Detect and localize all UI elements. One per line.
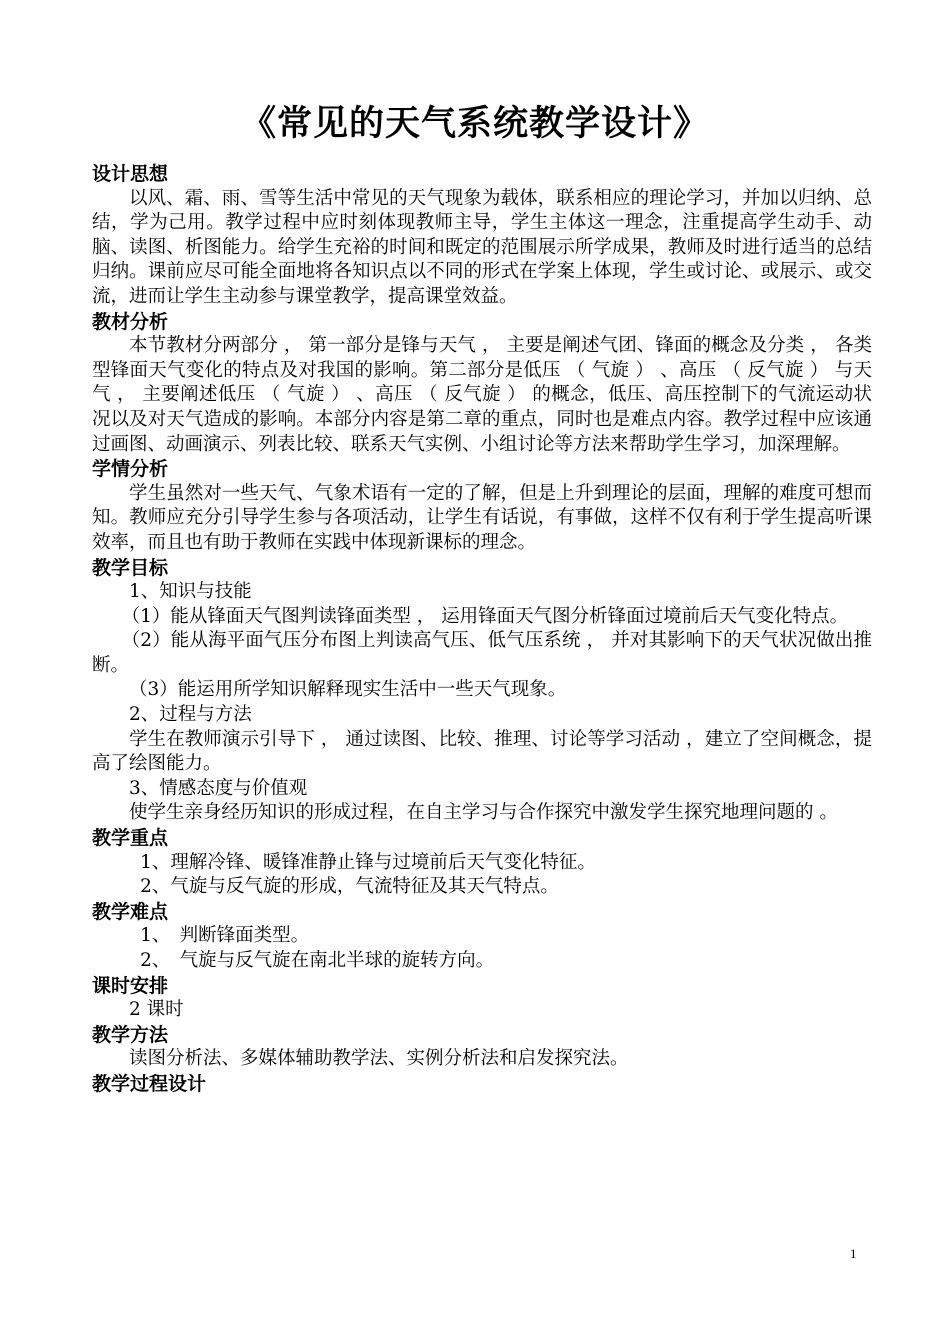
- section-heading-design-idea: 设计思想: [92, 163, 169, 185]
- goals-process-title: 2、过程与方法: [129, 704, 252, 726]
- section-heading-material: 教材分析: [92, 310, 169, 333]
- section-heading-methods: 教学方法: [92, 1023, 169, 1046]
- goals-knowledge-item-2: （2）能从海平面气压分布图上判读高气压、低气压系统 ， 并对其影响下的天气状况做出推断。: [92, 630, 872, 676]
- learners-paragraph: 学生虽然对一些天气、气象术语有一定的了解，但是上升到理论的层面，理解的难度可想而知。教师应充分引导学生参与各项活动，让学生有话说，有事做，这样不仅有利于学生提高听课效率，而且也有助于教师在实践中体现新课标的理念。: [92, 482, 872, 553]
- section-heading-goals: 教学目标: [92, 556, 169, 579]
- material-paragraph: 本节教材分两部分 ， 第一部分是锋与天气 ， 主要是阐述气团、锋面的概念及分类 ， 各类型锋面天气变化的特点及对我国的影响。第二部分是低压 （ 气旋 ） 、高压 （ 反气旋 ） 与天气 ， 主要阐述低压 （ 气旋 ） 、高压 （ 反气旋 ） 的概念，低压、高压控制下的气流运动状况以及对天气造成的影响。本部分内容是第二章的重点，同时也是难点内容。教学过程中应该通过画图、动画演示、列表比较、联系天气实例、小组讨论等方法来帮助学生学习，加深理解。: [92, 335, 872, 455]
- goals-process-paragraph: 学生在教师演示引导下 ， 通过读图、比较、推理、讨论等学习活动 ，建立了空间概念，提高了绘图能力。: [92, 728, 872, 775]
- section-heading-learners: 学情分析: [92, 458, 169, 481]
- section-heading-process: 教学过程设计: [92, 1072, 207, 1095]
- section-heading-key-points: 教学重点: [92, 827, 169, 850]
- page-number: 1: [850, 1246, 857, 1261]
- goals-knowledge-item-1: （1）能从锋面天气图判读锋面类型 ， 运用锋面天气图分析锋面过境前后天气变化特点。: [121, 605, 849, 627]
- goals-knowledge-item-3: （3）能运用所学知识解释现实生活中一些天气现象。: [129, 679, 567, 701]
- goals-knowledge-title: 1、知识与技能: [129, 581, 252, 603]
- difficulty-item-2: 2、 气旋与反气旋在南北半球的旋转方向。: [140, 950, 495, 971]
- goals-emotion-title: 3、情感态度与价值观: [129, 777, 308, 799]
- methods-text: 读图分析法、多媒体辅助教学法、实例分析法和启发探究法。: [129, 1048, 629, 1070]
- key-point-item-1: 1、理解冷锋、暖锋准静止锋与过境前后天气变化特征。: [140, 851, 596, 873]
- difficulty-item-1: 1、 判断锋面类型。: [140, 925, 310, 947]
- goals-emotion-paragraph: 使学生亲身经历知识的形成过程，在自主学习与合作探究中激发学生探究地理问题的 。: [129, 802, 838, 824]
- key-point-item-2: 2、气旋与反气旋的形成，气流特征及其天气特点。: [140, 876, 559, 898]
- section-heading-difficulties: 教学难点: [92, 900, 169, 923]
- schedule-text: 2 课时: [129, 999, 184, 1021]
- section-heading-schedule: 课时安排: [92, 974, 169, 997]
- design-idea-paragraph: 以风、霜、雨、雪等生活中常见的天气现象为载体，联系相应的理论学习，并加以归纳、总结，学为己用。教学过程中应时刻体现教师主导，学生主体这一理念，注重提高学生动手、动脑、读图、析图能力。给学生充裕的时间和既定的范围展示所学成果，教师及时进行适当的总结归纳。课前应尽可能全面地将各知识点以不同的形式在学案上体现，学生或讨论、或展示、或交流，进而让学生主动参与课堂教学，提高课堂效益。: [92, 187, 872, 307]
- document-title: 《常见的天气系统教学设计》: [240, 104, 709, 144]
- document-body: [92, 162, 872, 1097]
